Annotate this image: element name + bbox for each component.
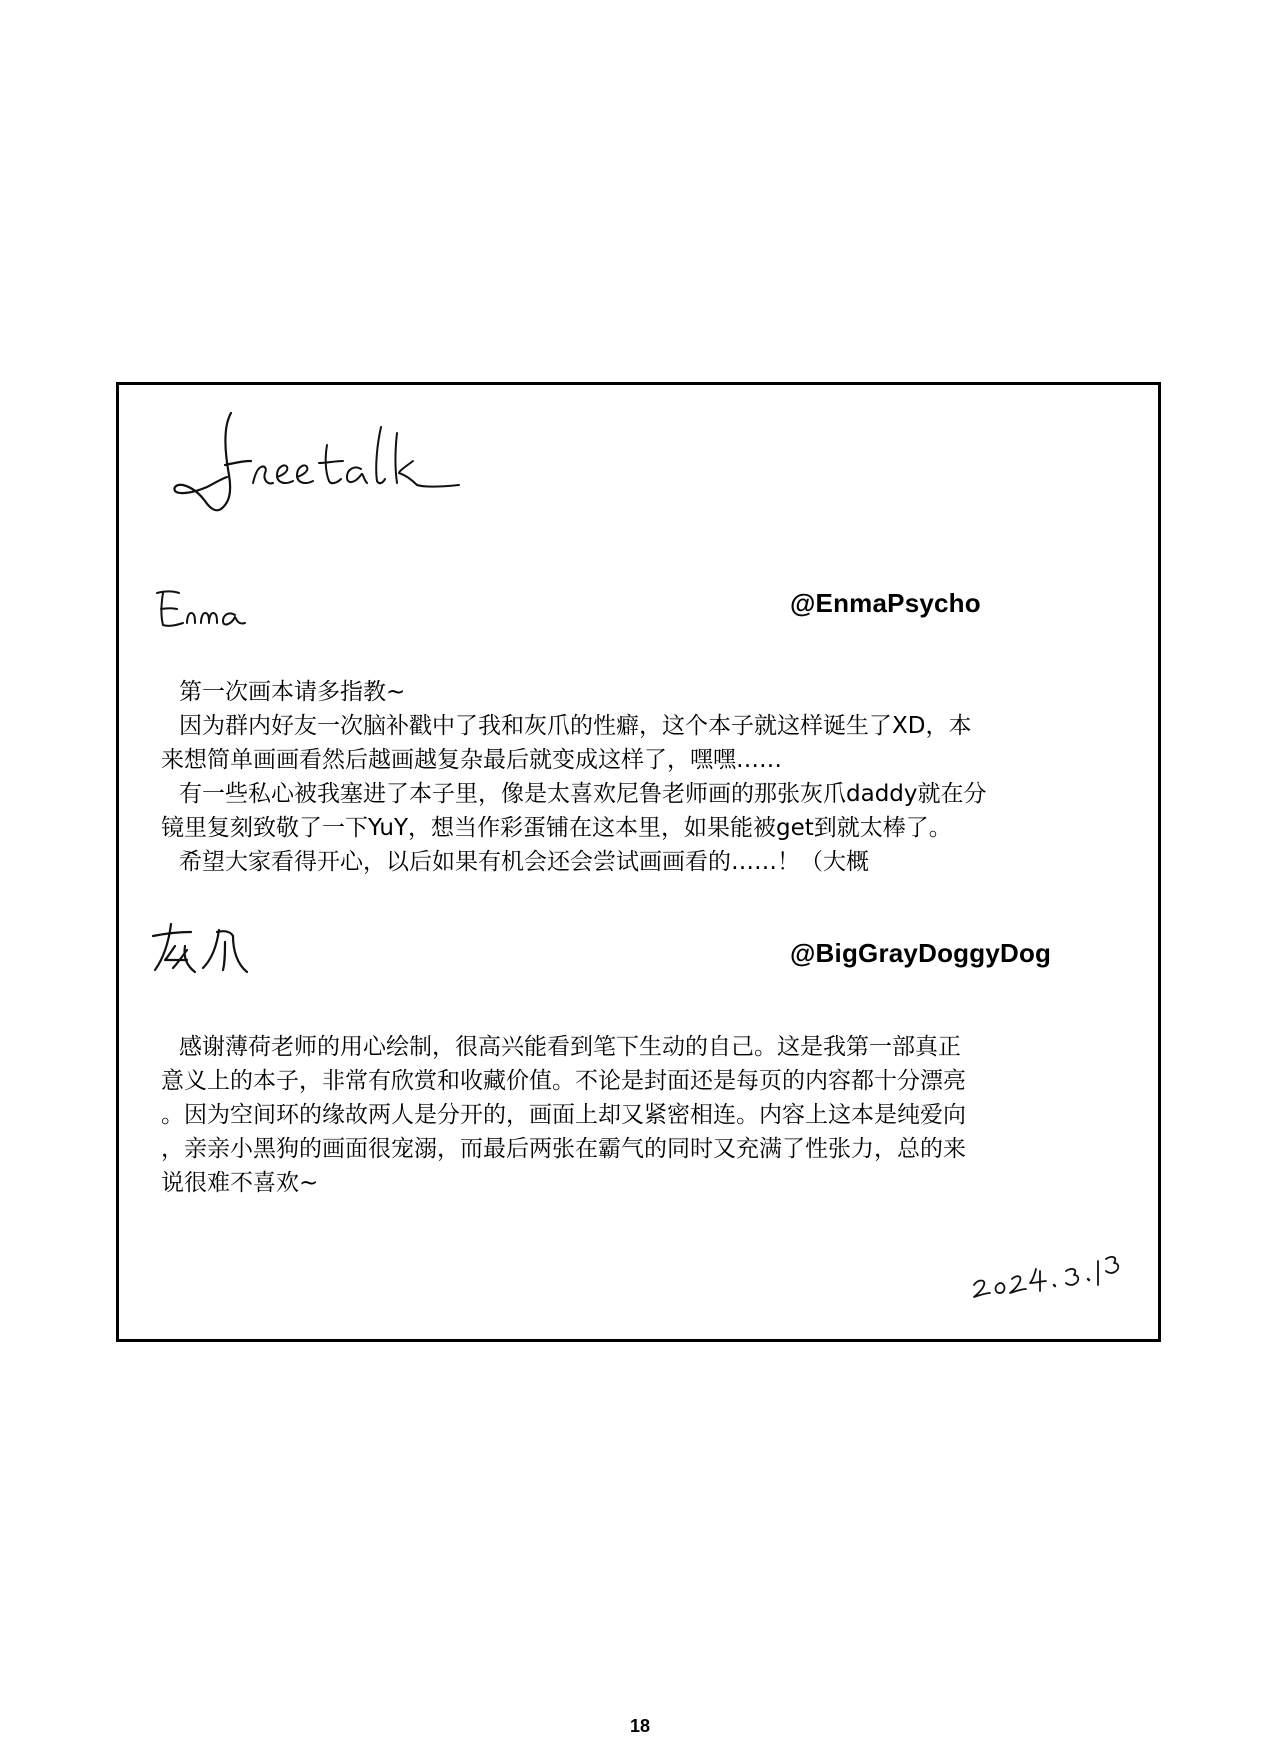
grayclaw-signature [147,920,257,978]
enma-message [161,675,1126,879]
enma-message-line: 第一次画本请多指教~ [179,679,406,705]
enma-handle: @EnmaPsycho [790,588,981,618]
enma-message-line: 因为群内好友一次脑补戳中了我和灰爪的性癖，这个本子就这样诞生了XD，本 [179,713,972,739]
grayclaw-message-line: 感谢薄荷老师的用心绘制，很高兴能看到笔下生动的自己。这是我第一部真正 [179,1034,961,1060]
grayclaw-message [161,1030,1126,1200]
enma-signature [147,583,267,633]
grayclaw-message-line: ，亲亲小黑狗的画面很宠溺，而最后两张在霸气的同时又充满了性张力，总的来 [161,1136,966,1162]
grayclaw-message-line: 说很难不喜欢~ [161,1170,319,1196]
enma-message-line: 镜里复刻致敬了一下YuY，想当作彩蛋铺在这本里，如果能被get到就太棒了。 [161,815,952,841]
grayclaw-message-line: 意义上的本子，非常有欣赏和收藏价值。不论是封面还是每页的内容都十分漂亮 [161,1068,966,1094]
handwritten-date [964,1245,1124,1305]
freetalk-script-title [169,405,469,515]
enma-message-line: 来想简单画画看然后越画越复杂最后就变成这样了，嘿嘿…… [161,747,782,773]
enma-message-line: 希望大家看得开心，以后如果有机会还会尝试画画看的……！（大概 [179,849,869,875]
page-number: 18 [629,1716,651,1736]
enma-message-line: 有一些私心被我塞进了本子里，像是太喜欢尼鲁老师画的那张灰爪daddy就在分 [179,781,987,807]
grayclaw-message-line: 。因为空间环的缘故两人是分开的，画面上却又紧密相连。内容上这本是纯爱向 [161,1102,966,1128]
grayclaw-handle: @BigGrayDoggyDog [790,938,1052,968]
freetalk-frame [116,382,1161,1342]
